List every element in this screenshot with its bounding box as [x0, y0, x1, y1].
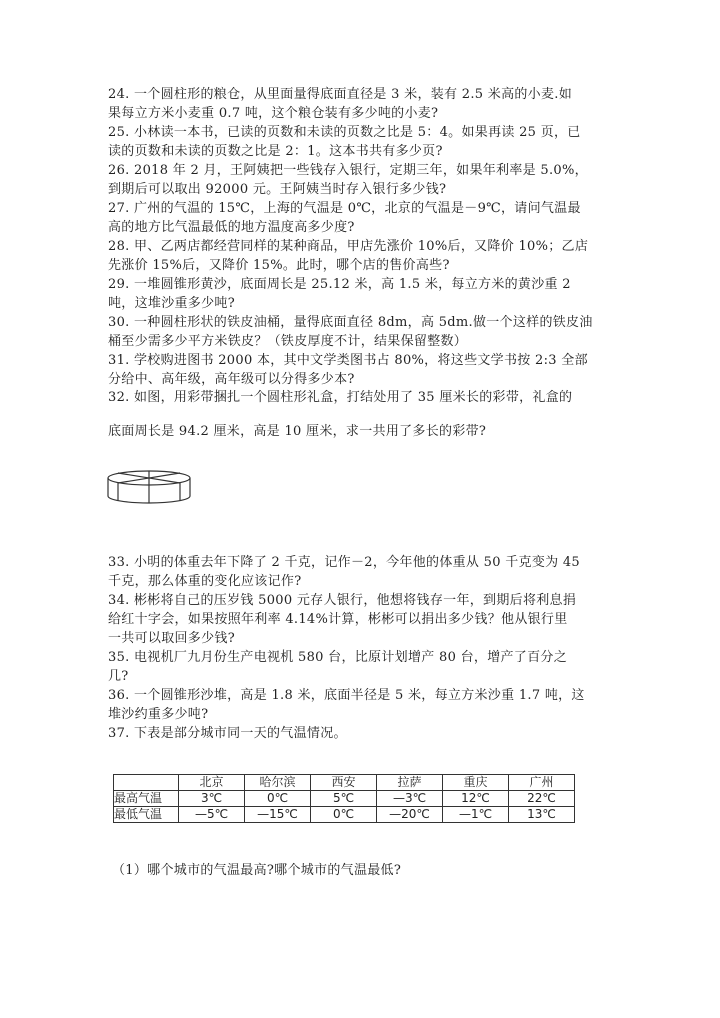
question-line: 到期后可以取出 92000 元。王阿姨当时存入银行多少钱?	[108, 182, 447, 197]
table-cell: —3℃	[377, 791, 443, 807]
question-line: 先涨价 15%后，又降价 15%。此时，哪个店的售价高些?	[108, 258, 450, 273]
table-row	[114, 807, 575, 823]
sub-question: （1）哪个城市的气温最高?哪个城市的气温最低?	[112, 863, 402, 878]
table-header-row	[114, 775, 575, 791]
question-line: 读的页数和未读的页数之比是 2：1。这本书共有多少页?	[108, 144, 443, 159]
table-cell: 5℃	[311, 791, 377, 807]
row-label: 最低气温	[114, 807, 179, 823]
question-line: 桶至少需多少平方米铁皮？（铁皮厚度不计，结果保留整数）	[108, 334, 468, 349]
table-cell: —5℃	[179, 807, 245, 823]
question-line: 给红十字会，如果按照年利率 4.14%计算，彬彬可以捐出多少钱？他从银行里	[108, 612, 568, 627]
table-header-cell: 广州	[509, 775, 575, 791]
table-cell: —1℃	[443, 807, 509, 823]
table-cell: 22℃	[509, 791, 575, 807]
question-line: 几?	[108, 669, 129, 684]
question-line: 一共可以取回多少钱?	[108, 631, 235, 646]
question-line: 吨，这堆沙重多少吨?	[108, 296, 235, 311]
table-cell: 3℃	[179, 791, 245, 807]
cylinder-gift-box-figure	[106, 468, 192, 508]
question-line: 分给中、高年级，高年级可以分得多少本?	[108, 372, 355, 387]
question-line: 32. 如图，用彩带捆扎一个圆柱形礼盒，打结处用了 35 厘米长的彩带，礼盒的	[108, 390, 573, 405]
table-cell: 0℃	[311, 807, 377, 823]
table-cell: 0℃	[245, 791, 311, 807]
temperature-table	[113, 774, 575, 823]
question-line: 31. 学校购进图书 2000 本，其中文学类图书占 80%，将这些文学书按 2:3 全部	[108, 353, 588, 368]
table-cell: —20℃	[377, 807, 443, 823]
row-label: 最高气温	[114, 791, 179, 807]
table-header-cell: 北京	[179, 775, 245, 791]
question-line: 29. 一堆圆锥形黄沙，底面周长是 25.12 米，高 1.5 米，每立方米的黄沙重 2	[108, 277, 571, 292]
table-header-cell: 重庆	[443, 775, 509, 791]
question-line: 高的地方比气温最低的地方温度高多少度?	[108, 220, 355, 235]
question-line: 堆沙约重多少吨?	[108, 707, 209, 722]
table-cell: 12℃	[443, 791, 509, 807]
table-header-cell: 西安	[311, 775, 377, 791]
question-line: 24. 一个圆柱形的粮仓，从里面量得底面直径是 3 米，装有 2.5 米高的小麦.如	[108, 87, 573, 102]
question-line: 30. 一种圆柱形状的铁皮油桶，量得底面直径 8dm，高 5dm.做一个这样的铁皮油	[108, 315, 593, 330]
question-line: 33. 小明的体重去年下降了 2 千克，记作－2，今年他的体重从 50 千克变为 45	[108, 555, 580, 570]
question-line: 36. 一个圆锥形沙堆，高是 1.8 米，底面半径是 5 米，每立方米沙重 1.7 吨，这	[108, 688, 585, 703]
question-line: 35. 电视机厂九月份生产电视机 580 台，比原计划增产 80 台，增产了百分之	[108, 650, 567, 665]
question-line: 37. 下表是部分城市同一天的气温情况。	[108, 726, 347, 741]
table-cell: 13℃	[509, 807, 575, 823]
table-cell	[114, 775, 179, 791]
question-line: 底面周长是 94.2 厘米，高是 10 厘米，求一共用了多长的彩带?	[108, 424, 487, 439]
question-line: 千克，那么体重的变化应该记作?	[108, 574, 302, 589]
question-line: 26. 2018 年 2 月，王阿姨把一些钱存入银行，定期三年，如果年利率是 5.0%，	[108, 163, 588, 178]
question-line: 27. 广州的气温的 15℃，上海的气温是 0℃，北京的气温是－9℃，请问气温最	[108, 201, 581, 216]
table-header-cell: 拉萨	[377, 775, 443, 791]
question-line: 果每立方米小麦重 0.7 吨，这个粮仓装有多少吨的小麦?	[108, 106, 439, 121]
question-line: 34. 彬彬将自己的压岁钱 5000 元存人银行，他想将钱存一年，到期后将利息捐	[108, 593, 577, 608]
table-header-cell: 哈尔滨	[245, 775, 311, 791]
question-line: 28. 甲、乙两店都经营同样的某种商品，甲店先涨价 10%后，又降价 10%；乙店	[108, 239, 589, 254]
table-row	[114, 791, 575, 807]
table-cell: —15℃	[245, 807, 311, 823]
question-line: 25. 小林读一本书，已读的页数和未读的页数之比是 5：4。如果再读 25 页，已	[108, 125, 581, 140]
